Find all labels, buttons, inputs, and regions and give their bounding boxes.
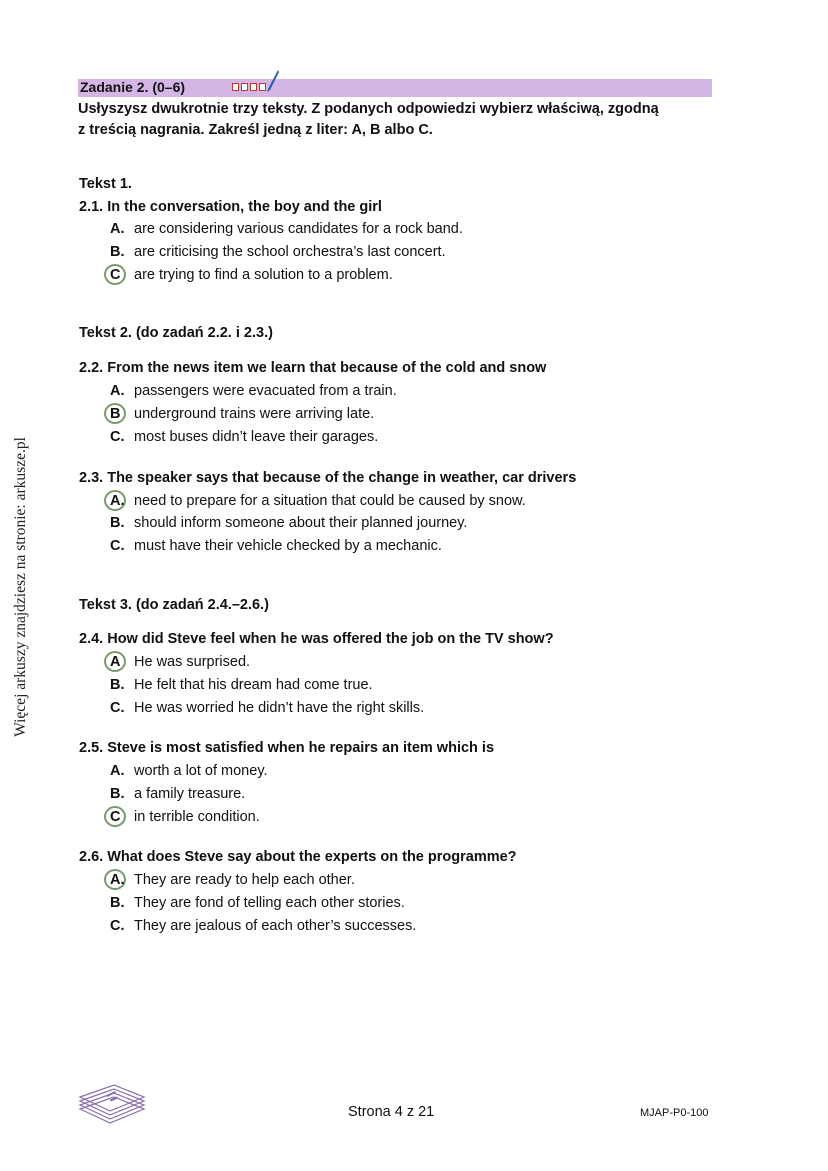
task-header-band <box>78 79 712 97</box>
option-text: He was surprised. <box>134 654 251 670</box>
question-number: 2.4. <box>79 631 104 647</box>
option-text: worth a lot of money. <box>134 763 268 779</box>
question-text: How did Steve feel when he was offered the job on the TV show? <box>107 631 554 647</box>
option-text: He was worried he didn’t have the right skills. <box>134 700 425 716</box>
option-text: should inform someone about their planned journey. <box>134 515 468 531</box>
option-text: most buses didn’t leave their garages. <box>134 429 379 445</box>
section-title: Tekst 3. (do zadań 2.4.–2.6.) <box>79 597 269 613</box>
question-text: Steve is most satisfied when he repairs an item which is <box>107 740 495 756</box>
question-text: From the news item we learn that because of the cold and snow <box>107 360 547 376</box>
option-letter: C. <box>110 538 125 554</box>
option-text: He felt that his dream had come true. <box>134 677 373 693</box>
task-title: Zadanie 2. (0–6) <box>80 79 186 95</box>
question-number: 2.5. <box>79 740 104 756</box>
option-letter: B. <box>110 895 125 911</box>
question-number: 2.6. <box>79 849 104 865</box>
option-text: They are jealous of each other’s successes. <box>134 918 417 934</box>
page-number: Strona 4 z 21 <box>348 1104 435 1120</box>
option-text: in terrible condition. <box>134 809 260 825</box>
question-number: 2.3. <box>79 470 104 486</box>
question-text: In the conversation, the boy and the girl <box>107 199 382 215</box>
section-title: Tekst 1. <box>79 176 132 192</box>
document-code: MJAP-P0-100 <box>640 1107 709 1119</box>
option-letter: A. <box>110 221 125 237</box>
option-text: passengers were evacuated from a train. <box>134 383 397 399</box>
option-text: They are fond of telling each other stories. <box>134 895 405 911</box>
option-letter: A. <box>110 872 125 888</box>
option-letter: B. <box>110 786 125 802</box>
option-letter: B <box>110 406 121 422</box>
option-letter: A. <box>110 763 125 779</box>
option-letter: B. <box>110 515 125 531</box>
option-letter: B. <box>110 244 125 260</box>
option-letter: A. <box>110 383 125 399</box>
option-text: must have their vehicle checked by a mechanic. <box>134 538 442 554</box>
side-text: Więcej arkuszy znajdziesz na stronie: arkusze.pl <box>12 437 29 737</box>
option-text: are considering various candidates for a rock band. <box>134 221 463 237</box>
option-letter: C. <box>110 429 125 445</box>
question-2-4 <box>79 631 554 647</box>
question-2-1 <box>79 199 382 215</box>
stacked-paper-logo-icon <box>76 1079 148 1127</box>
question-2-5 <box>79 740 494 756</box>
option-letter: A <box>110 654 121 670</box>
option-text: are trying to find a solution to a problem. <box>134 267 393 283</box>
question-number: 2.1. <box>79 199 104 215</box>
intro-line-2: z treścią nagrania. Zakreśl jedną z liter: A, B albo C. <box>78 122 433 138</box>
pen-icon <box>266 69 280 93</box>
option-letter: C. <box>110 700 125 716</box>
section-title: Tekst 2. (do zadań 2.2. i 2.3.) <box>79 325 273 341</box>
option-letter: C. <box>110 918 125 934</box>
option-letter: B. <box>110 677 125 693</box>
option-letter: C <box>110 809 121 825</box>
option-text: a family treasure. <box>134 786 246 802</box>
score-boxes-icon <box>232 83 268 93</box>
option-text: are criticising the school orchestra’s last concert. <box>134 244 446 260</box>
task-instructions <box>78 99 718 141</box>
option-text: They are ready to help each other. <box>134 872 355 888</box>
question-number: 2.2. <box>79 360 104 376</box>
question-2-3 <box>79 470 576 486</box>
intro-line-1: Usłyszysz dwukrotnie trzy teksty. Z podanych odpowiedzi wybierz właściwą, zgodną <box>78 101 659 117</box>
question-2-2 <box>79 360 546 376</box>
side-watermark-text <box>8 427 34 747</box>
option-letter: A. <box>110 493 125 509</box>
option-letter: C <box>110 267 121 283</box>
question-text: What does Steve say about the experts on the programme? <box>107 849 517 865</box>
question-text: The speaker says that because of the change in weather, car drivers <box>107 470 577 486</box>
question-2-6 <box>79 849 517 865</box>
option-text: need to prepare for a situation that could be caused by snow. <box>134 493 526 509</box>
option-text: underground trains were arriving late. <box>134 406 375 422</box>
